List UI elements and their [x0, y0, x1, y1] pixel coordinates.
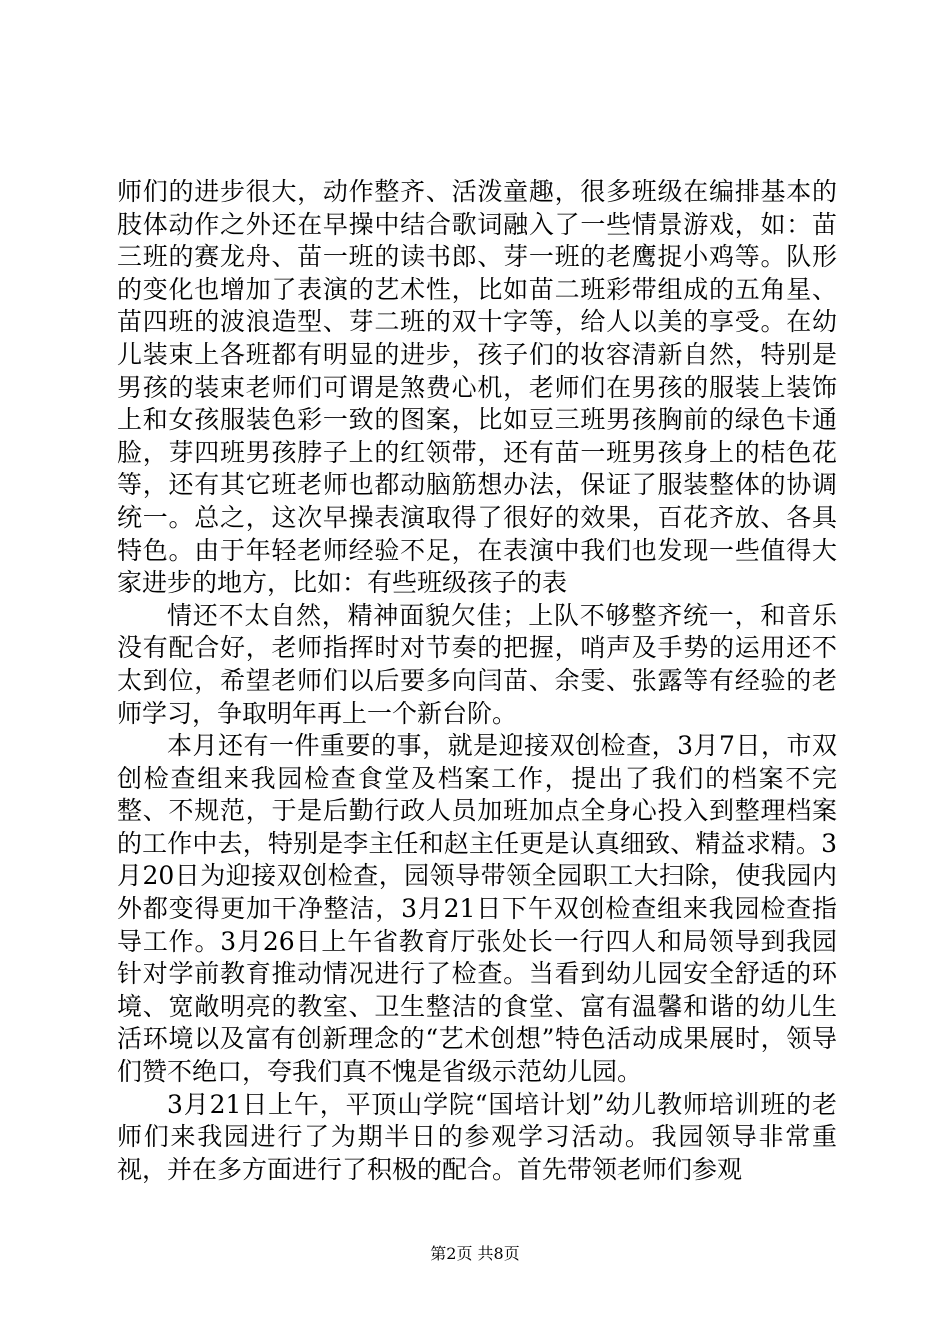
document-body	[117, 176, 837, 1186]
paragraph-3: 本月还有一件重要的事，就是迎接双创检查，3月7日，市双创检查组来我园检查食堂及档案工作，提出了我们的档案不完整、不规范，于是后勤行政人员加班加点全身心投入到整理档案的工作中去，特别是李主任和赵主任更是认真细致、精益求精。3月20日为迎接双创检查，园领导带领全园职工大扫除，使我园内外都变得更加干净整洁，3月21日下午双创检查组来我园检查指导工作。3月26日上午省教育厅张处长一行四人和局领导到我园针对学前教育推动情况进行了检查。当看到幼儿园安全舒适的环境、宽敞明亮的教室、卫生整洁的食堂、富有温馨和谐的幼儿生活环境以及富有创新理念的“艺术创想”特色活动成果展时，领导们赞不绝口，夸我们真不愧是省级示范幼儿园。	[117, 731, 837, 1087]
paragraph-1: 师们的进步很大，动作整齐、活泼童趣，很多班级在编排基本的肢体动作之外还在早操中结合歌词融入了一些情景游戏，如：苗三班的赛龙舟、苗一班的读书郎、芽一班的老鹰捉小鸡等。队形的变化也增加了表演的艺术性，比如苗二班彩带组成的五角星、苗四班的波浪造型、芽二班的双十字等，给人以美的享受。在幼儿装束上各班都有明显的进步，孩子们的妆容清新自然，特别是男孩的装束老师们可谓是煞费心机，老师们在男孩的服装上装饰上和女孩服装色彩一致的图案，比如豆三班男孩胸前的绿色卡通脸，芽四班男孩脖子上的红领带，还有苗一班男孩身上的桔色花等，还有其它班老师也都动脑筋想办法，保证了服装整体的协调统一。总之，这次早操表演取得了很好的效果，百花齐放、各具特色。由于年轻老师经验不足，在表演中我们也发现一些值得大家进步的地方，比如：有些班级孩子的表	[117, 177, 837, 598]
paragraph-4: 3月21日上午，平顶山学院“国培计划”幼儿教师培训班的老师们来我园进行了为期半日的参观学习活动。我园领导非常重视，并在多方面进行了积极的配合。首先带领老师们参观	[117, 1089, 837, 1184]
paragraph-2: 情还不太自然，精神面貌欠佳；上队不够整齐统一，和音乐没有配合好，老师指挥时对节奏的把握，哨声及手势的运用还不太到位，希望老师们以后要多向闫苗、余雯、张露等有经验的老师学习，争取明年再上一个新台阶。	[117, 600, 837, 728]
page-footer: 第2页 共8页	[430, 1244, 520, 1263]
